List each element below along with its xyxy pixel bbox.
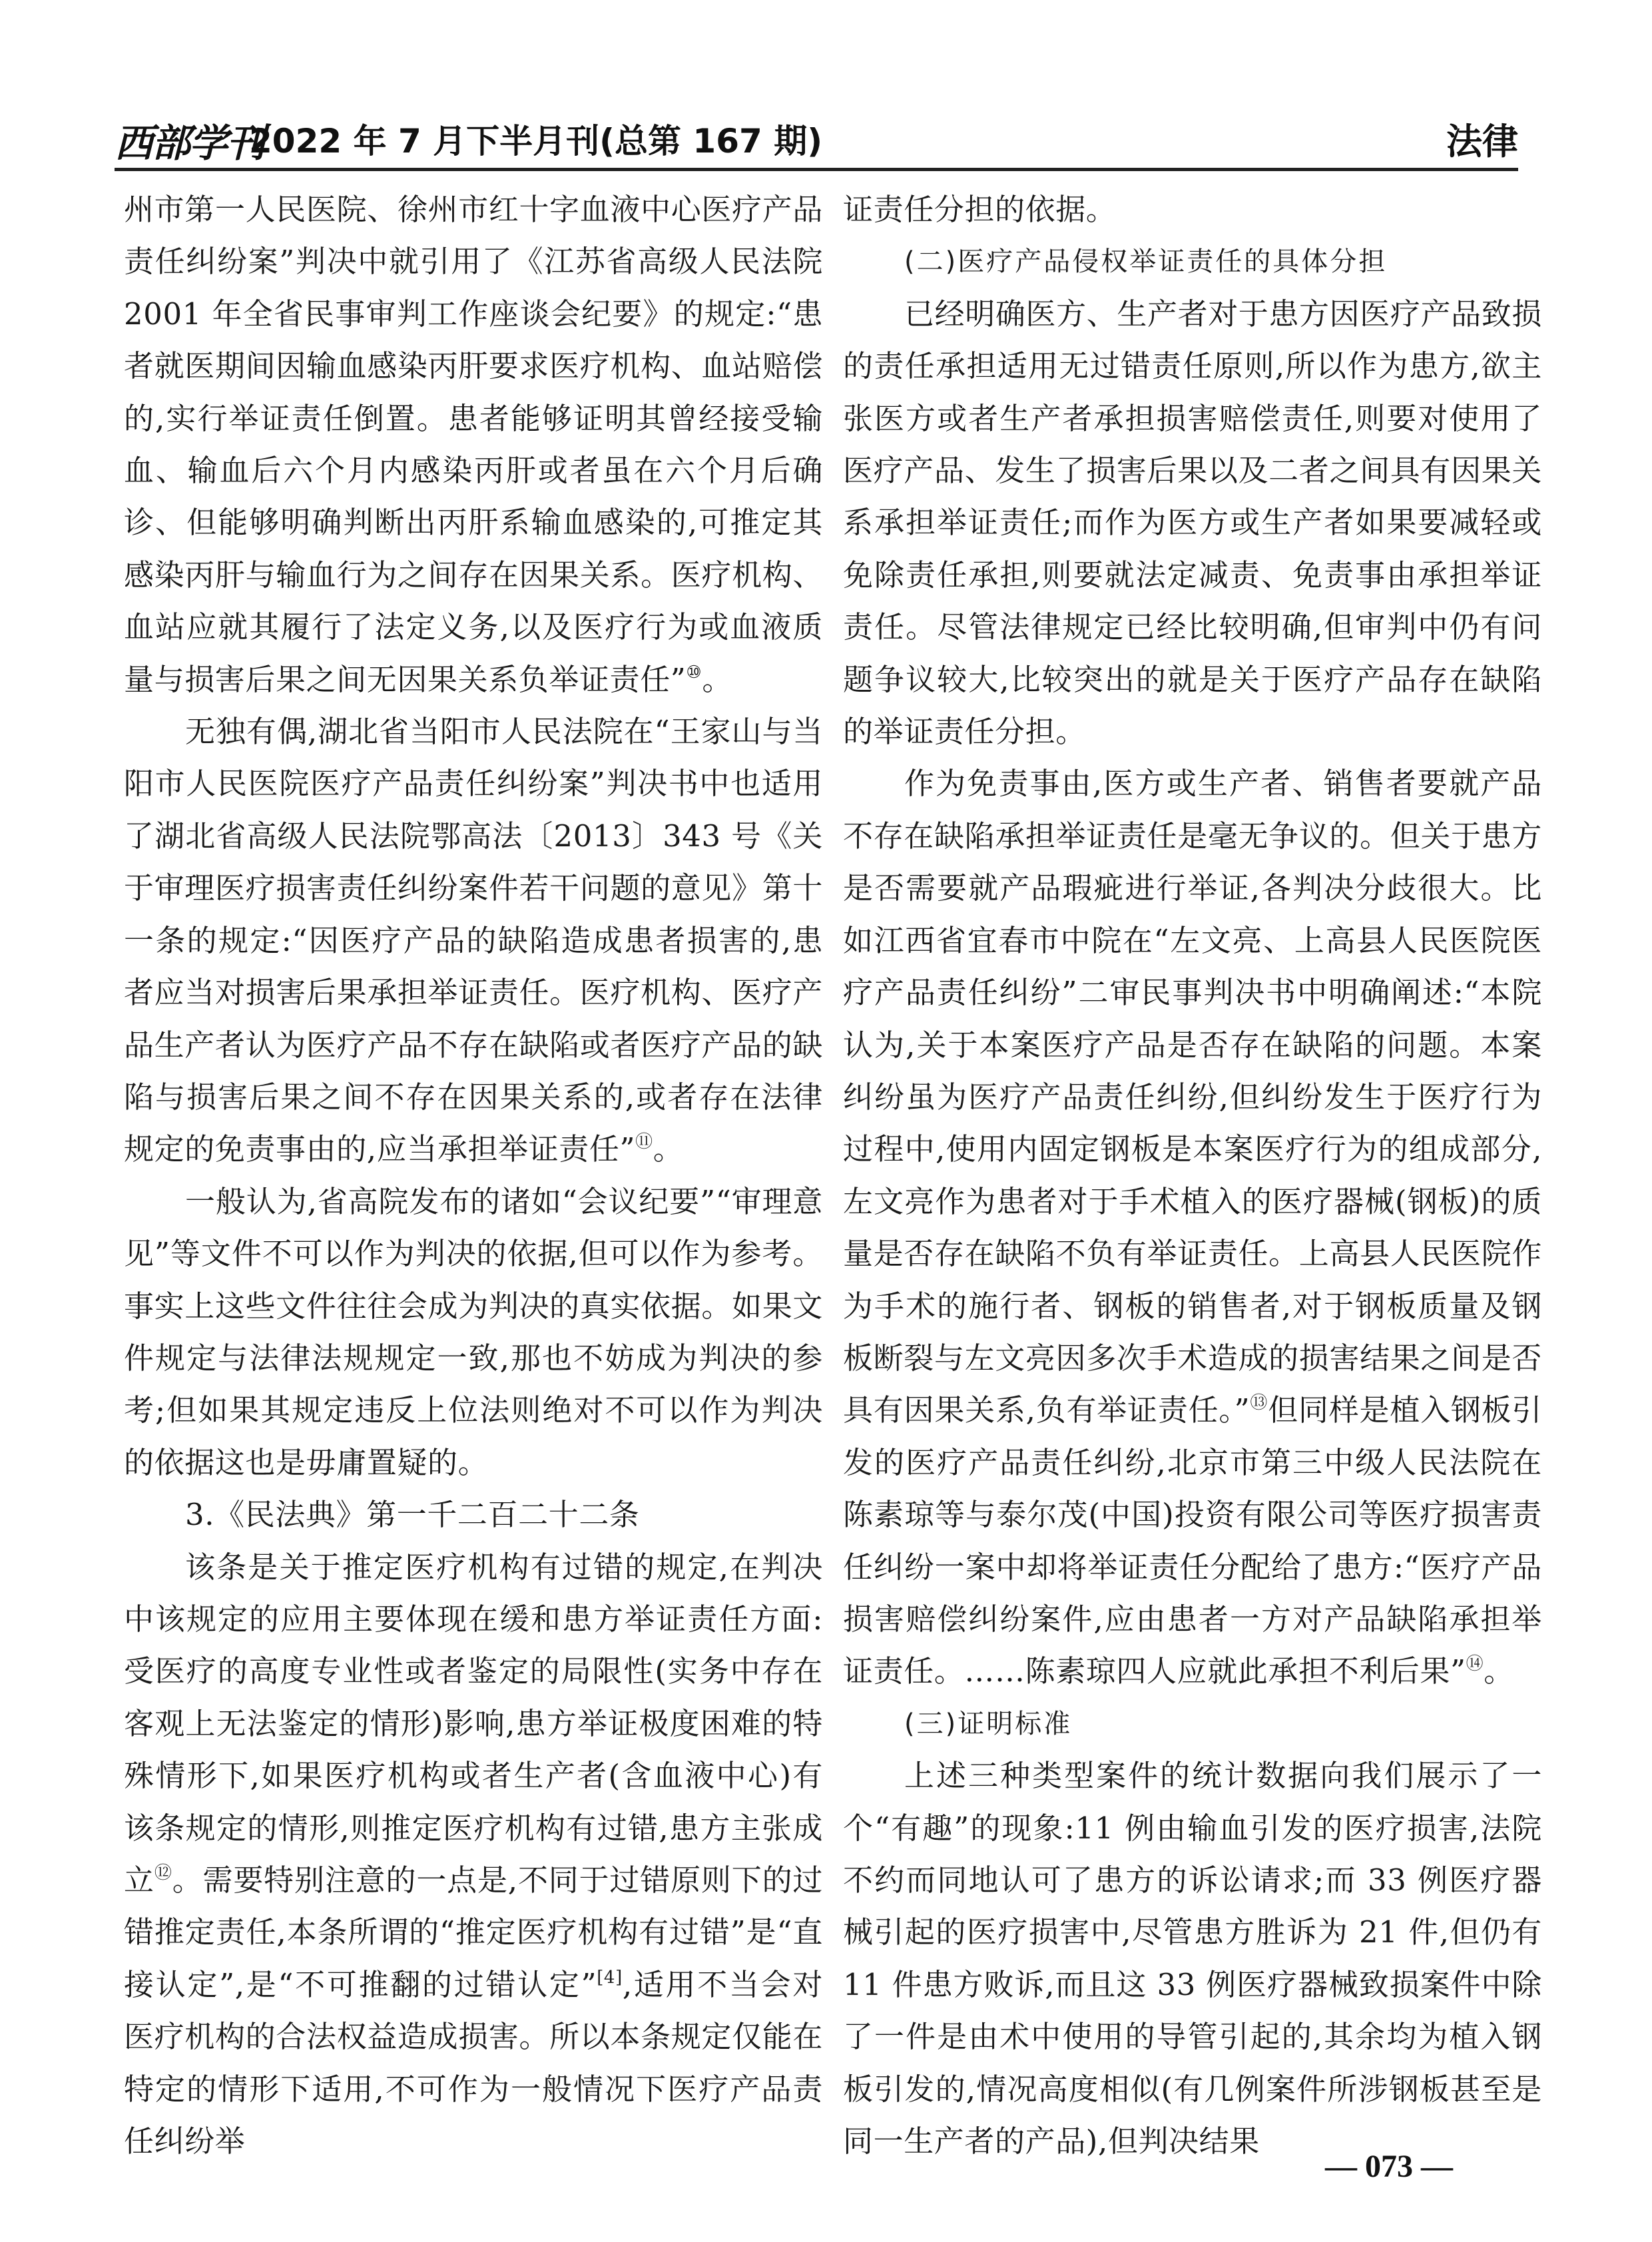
right-column <box>843 184 1542 2167</box>
page-number: — 073 — <box>1325 2149 1453 2184</box>
footnote-marker[interactable]: ⑪ <box>635 1132 653 1153</box>
reference-marker[interactable]: [4] <box>597 1967 623 1988</box>
paragraph: 州市第一人民医院、徐州市红十字血液中心医疗产品责任纠纷案”判决中就引用了《江苏省高级人民法院 2001 年全省民事审判工作座谈会纪要》的规定:“患者就医期间因输血感染丙肝要求医疗机构、血站赔偿的,实行举证责任倒置。患者能够证明其曾经接受输血、输血后六个月内感染丙肝或者虽在六个月后确诊、但能够明确判断出丙肝系输血感染的,可推定其感染丙肝与输血行为之间存在因果关系。医疗机构、血站应就其履行了法定义务,以及医疗行为或血液质量与损害后果之间无因果关系负举证责任”⑩。 <box>124 192 823 697</box>
subsection-heading: 3.《民法典》第一千二百二十二条 <box>185 1497 640 1533</box>
journal-logo: 西部学刊 <box>115 121 264 166</box>
running-header <box>115 107 1518 171</box>
issue-info: 2022 年 7 月下半月刊(总第 167 期) <box>249 122 823 160</box>
paragraph: 一般认为,省高院发布的诸如“会议纪要”“审理意见”等文件不可以作为判决的依据,但可以作为参考。事实上这些文件往往会成为判决的真实依据。如果文件规定与法律法规规定一致,那也不妨成为判决的参考;但如果其规定违反上位法则绝对不可以作为判决的依据这也是毋庸置疑的。 <box>124 1183 823 1480</box>
paragraph: 证责任分担的依据。 <box>843 192 1117 227</box>
section-heading: (三)证明标准 <box>904 1708 1073 1739</box>
section-title: 法律 <box>1446 121 1518 162</box>
paragraph: 无独有偶,湖北省当阳市人民法院在“王家山与当阳市人民医院医疗产品责任纠纷案”判决书中也适用了湖北省高级人民法院鄂高法〔2013〕343 号《关于审理医疗损害责任纠纷案件若干问题的意见》第十一条的规定:“因医疗产品的缺陷造成患者损害的,患者应当对损害后果承担举证责任。医疗机构、医疗产品生产者认为医疗产品不存在缺陷或者医疗产品的缺陷与损害后果之间不存在因果关系的,或者存在法律规定的免责事由的,应当承担举证责任”⑪。 <box>124 714 823 1167</box>
paragraph: 上述三种类型案件的统计数据向我们展示了一个“有趣”的现象:11 例由输血引发的医疗损害,法院不约而同地认可了患方的诉讼请求;而 33 例医疗器械引起的医疗损害中,尽管患方胜诉为 21 件,但仍有 11 件患方败诉,而且这 33 例医疗器械致损案件中除了一件是由术中使用的导管引起的,其余均为植入钢板引发的,情况高度相似(有几例案件所涉钢板甚至是同一生产者的产品),但判决结果 <box>843 1758 1542 2159</box>
footnote-marker[interactable]: ⑩ <box>686 662 702 683</box>
paragraph: 该条是关于推定医疗机构有过错的规定,在判决中该规定的应用主要体现在缓和患方举证责任方面:受医疗的高度专业性或者鉴定的局限性(实务中存在客观上无法鉴定的情形)影响,患方举证极度困难的特殊情形下,如果医疗机构或者生产者(含血液中心)有该条规定的情形,则推定医疗机构有过错,患方主张成立⑫。需要特别注意的一点是,不同于过错原则下的过错推定责任,本条所谓的“推定医疗机构有过错”是“直接认定”,是“不可推翻的过错认定”[4],适用不当会对医疗机构的合法权益造成损害。所以本条规定仅能在特定的情形下适用,不可作为一般情况下医疗产品责任纠纷举 <box>124 1549 824 2159</box>
footnote-marker[interactable]: ⑬ <box>1250 1393 1268 1414</box>
footnote-marker[interactable]: ⑭ <box>1466 1654 1484 1675</box>
section-heading: (二)医疗产品侵权举证责任的具体分担 <box>904 246 1388 278</box>
paragraph: 作为免责事由,医方或生产者、销售者要就产品不存在缺陷承担举证责任是毫无争议的。但关于患方是否需要就产品瑕疵进行举证,各判决分歧很大。比如江西省宜春市中院在“左文亮、上高县人民医院医疗产品责任纠纷”二审民事判决书中明确阐述:“本院认为,关于本案医疗产品是否存在缺陷的问题。本案纠纷虽为医疗产品责任纠纷,但纠纷发生于医疗行为过程中,使用内固定钢板是本案医疗行为的组成部分,左文亮作为患者对于手术植入的医疗器械(钢板)的质量是否存在缺陷不负有举证责任。上高县人民医院作为手术的施行者、钢板的销售者,对于钢板质量及钢板断裂与左文亮因多次手术造成的损害结果之间是否具有因果关系,负有举证责任。”⑬但同样是植入钢板引发的医疗产品责任纠纷,北京市第三中级人民法院在陈素琼等与泰尔茂(中国)投资有限公司等医疗损害责任纠纷一案中却将举证责任分配给了患方:“医疗产品损害赔偿纠纷案件,应由患者一方对产品缺陷承担举证责任。……陈素琼四人应就此承担不利后果”⑭。 <box>843 766 1542 1689</box>
left-column <box>124 184 823 2167</box>
footnote-marker[interactable]: ⑫ <box>154 1863 172 1883</box>
paragraph: 已经明确医方、生产者对于患方因医疗产品致损的责任承担适用无过错责任原则,所以作为患方,欲主张医方或者生产者承担损害赔偿责任,则要对使用了医疗产品、发生了损害后果以及二者之间具有因果关系承担举证责任;而作为医方或生产者如果要减轻或免除责任承担,则要就法定减责、免责事由承担举证责任。尽管法律规定已经比较明确,但审判中仍有问题争议较大,比较突出的就是关于医疗产品存在缺陷的举证责任分担。 <box>843 296 1542 750</box>
